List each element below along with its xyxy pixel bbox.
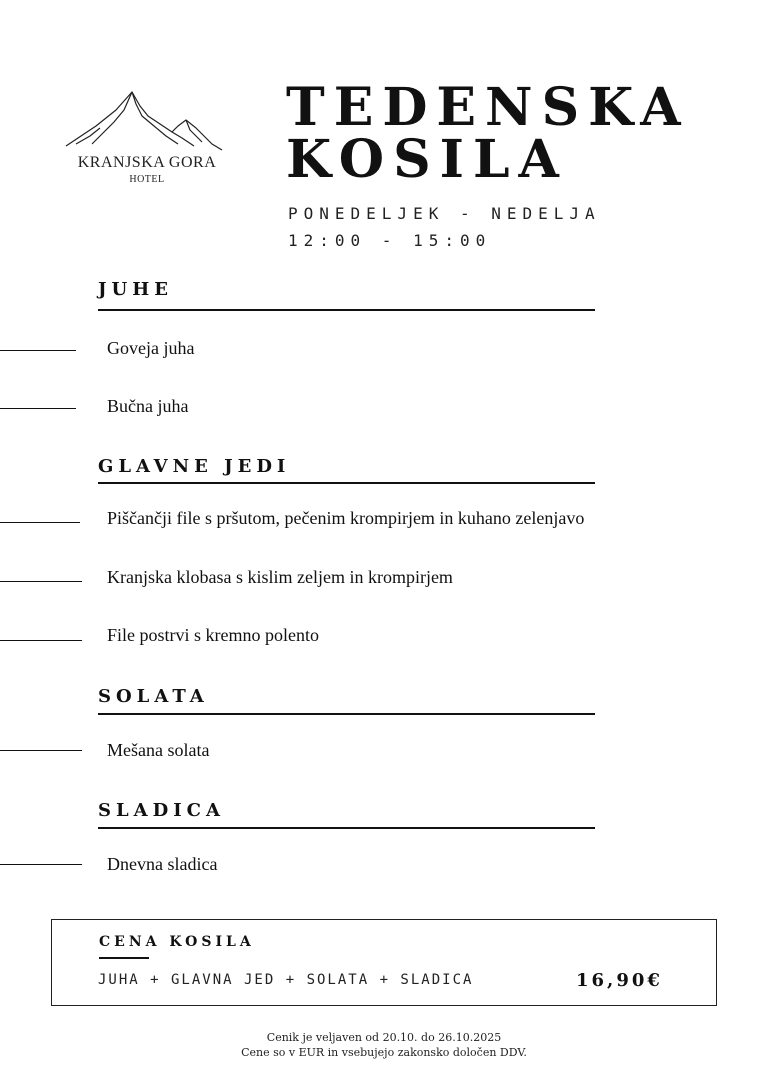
menu-item: Bučna juha (107, 396, 189, 416)
item-dash (0, 350, 76, 351)
title-line-1: TEDENSKA (286, 77, 690, 138)
title-line-2: KOSILA (286, 129, 568, 190)
hotel-logo (62, 86, 232, 186)
page-title (286, 77, 690, 190)
item-dash (0, 522, 80, 523)
mountain-icon (62, 86, 232, 156)
section-rule (98, 482, 595, 484)
menu-item: Mešana solata (107, 740, 210, 760)
menu-item: Dnevna sladica (107, 854, 218, 874)
price-value: 16,90€ (576, 970, 663, 991)
section-title-salad: SOLATA (98, 686, 209, 707)
item-dash (0, 408, 76, 409)
menu-item: Piščančji file s pršutom, pečenim krompirjem in kuhano zelenjavo (107, 508, 585, 528)
menu-item: Goveja juha (107, 338, 195, 358)
hours-range: 12:00 - 15:00 (288, 231, 492, 250)
item-dash (0, 581, 82, 582)
item-dash (0, 864, 82, 865)
price-combo: JUHA + GLAVNA JED + SOLATA + SLADICA (98, 972, 474, 988)
menu-item: Kranjska klobasa s kislim zeljem in krompirjem (107, 567, 453, 587)
section-title-soups: JUHE (98, 279, 173, 300)
price-title: CENA KOSILA (99, 934, 255, 950)
logo-name: KRANJSKA GORA (77, 154, 217, 171)
section-rule (98, 713, 595, 715)
days-range: PONEDELJEK - NEDELJA (288, 204, 601, 223)
section-title-mains: GLAVNE JEDI (98, 456, 291, 477)
section-title-dessert: SLADICA (98, 800, 225, 821)
menu-item: File postrvi s kremno polento (107, 625, 319, 645)
price-box (51, 919, 717, 1006)
price-title-underline (99, 957, 149, 959)
footer-validity: Cenik je veljaven od 20.10. do 26.10.2025 (266, 1031, 502, 1044)
section-rule (98, 309, 595, 311)
logo-subtitle: HOTEL (129, 174, 165, 185)
footer-vat-note: Cene so v EUR in vsebujejo zakonsko določen DDV. (241, 1046, 527, 1059)
item-dash (0, 640, 82, 641)
item-dash (0, 750, 82, 751)
section-rule (98, 827, 595, 829)
